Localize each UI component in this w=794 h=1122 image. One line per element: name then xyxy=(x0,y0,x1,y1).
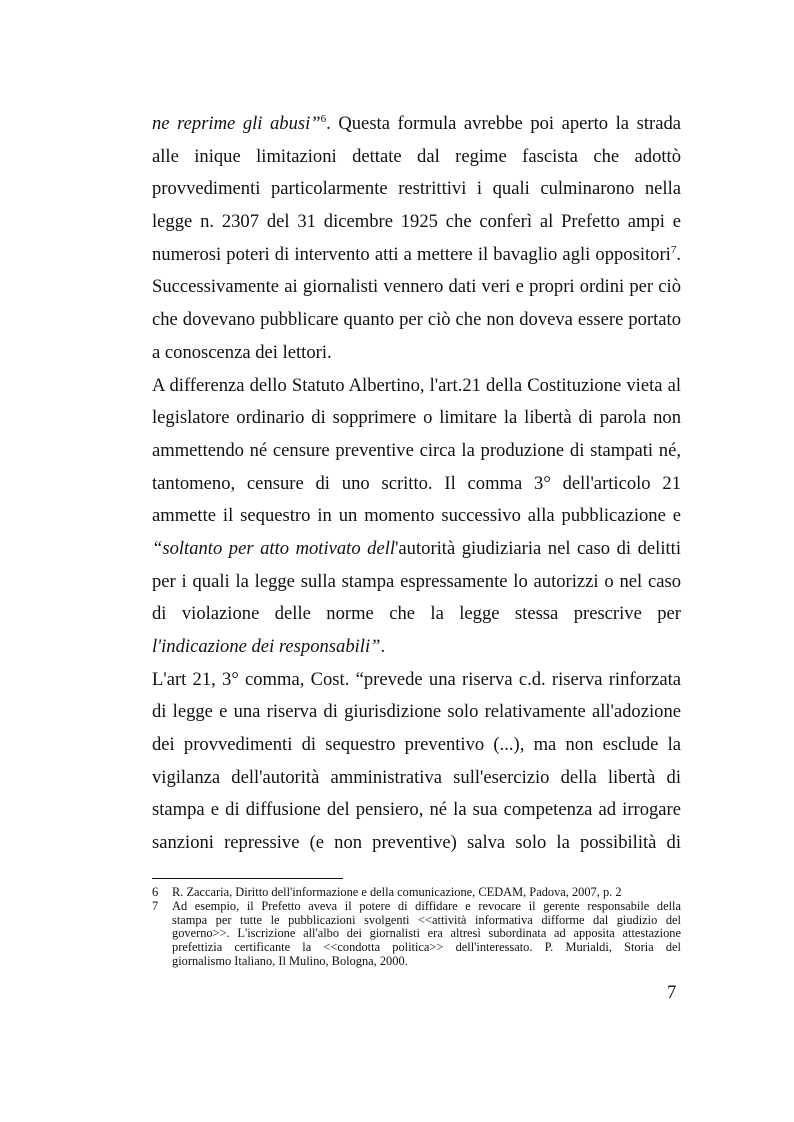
footnote-separator xyxy=(152,878,343,879)
text-line: che dovevano pubblicare quanto per ciò che non doveva essere portato xyxy=(152,309,681,331)
text-line: legislatore ordinario di sopprimere o limitare la libertà di parola non xyxy=(152,407,681,429)
text-line: numerosi poteri di intervento atti a mettere il bavaglio agli oppositori$^7$. xyxy=(152,243,681,265)
footnote-ref-7[interactable]: 7 xyxy=(670,243,677,256)
paragraph xyxy=(152,664,681,860)
text-line: ammette il sequestro in un momento successivo alla pubblicazione e xyxy=(152,505,681,527)
text-line: sanzioni repressive (e non preventive) salva solo la possibilità di xyxy=(152,832,681,854)
text-line: a conoscenza dei lettori. xyxy=(152,341,332,363)
footnote-line: R. Zaccaria, Diritto dell'informazione e della comunicazione, CEDAM, Padova, 2007, p. 2 xyxy=(172,885,622,899)
text-line: ammettendo né censure preventive circa la produzione di stampati né, xyxy=(152,439,681,461)
footnote-line: prefettizia certificante la <<condotta politica>> dell'interessato. P. Murialdi, Storia del xyxy=(172,941,681,955)
paragraph xyxy=(152,108,681,370)
text-line: per i quali la legge sulla stampa espressamente lo autorizzi o nel caso xyxy=(152,570,681,592)
text-line: di violazione delle norme che la legge stessa prescrive per xyxy=(152,603,681,625)
text-line: ne reprime gli abusi”$^6$. Questa formula avrebbe poi aperto la strada xyxy=(152,112,681,134)
text-line: provvedimenti particolarmente restrittivi i quali culminarono nella xyxy=(152,178,681,200)
text-line: vigilanza dell'autorità amministrativa sull'esercizio della libertà di xyxy=(152,766,681,788)
italic-quote: ne reprime gli abusi” xyxy=(152,113,321,134)
text-line: A differenza dello Statuto Albertino, l'art.21 della Costituzione vieta al xyxy=(152,374,681,396)
footnotes xyxy=(152,886,681,969)
footnote-line: stampa per tutte le pubblicazioni svolgenti <<attività informativa difforme dal giudizio del xyxy=(172,913,681,927)
text-line: legge n. 2307 del 31 dicembre 1925 che conferì al Prefetto ampi e xyxy=(152,211,681,233)
body-text xyxy=(152,108,681,860)
italic-quote: l'indicazione dei responsabili” xyxy=(152,636,381,657)
footnote-6 xyxy=(152,886,681,900)
footnote-number: 7 xyxy=(152,898,159,913)
text-line: “soltanto per atto motivato dell'autorità giudiziaria nel caso di delitti xyxy=(152,537,681,559)
footnote-ref-6[interactable]: 6 xyxy=(320,112,327,125)
text-line: stampa e di diffusione del pensiero, né la sua competenza ad irrogare xyxy=(152,799,681,821)
text-line: Successivamente ai giornalisti vennero dati veri e propri ordini per ciò xyxy=(152,276,681,298)
page-number: 7 xyxy=(667,982,677,1003)
text-line: L'art 21, 3° comma, Cost. “prevede una riserva c.d. riserva rinforzata xyxy=(152,668,681,690)
footnote-line: Ad esempio, il Prefetto aveva il potere di diffidare e revocare il gerente responsabile della xyxy=(172,899,681,913)
footnote-line: governo>>. L'iscrizione all'albo dei giornalisti era altresì subordinata ad apposita attestazione xyxy=(172,927,681,941)
paragraph xyxy=(152,370,681,664)
text-line: alle inique limitazioni dettate dal regime fascista che adottò xyxy=(152,145,681,167)
text-line: l'indicazione dei responsabili”. xyxy=(152,636,386,657)
text-line: dei provvedimenti di sequestro preventivo (...), ma non esclude la xyxy=(152,734,681,756)
footnote-7 xyxy=(152,900,681,969)
footnote-line: giornalismo Italiano, Il Mulino, Bologna, 2000. xyxy=(172,953,408,968)
text-line: di legge e una riserva di giurisdizione solo relativamente all'adozione xyxy=(152,701,681,723)
text-line: tantomeno, censure di uno scritto. Il comma 3° dell'articolo 21 xyxy=(152,472,681,494)
footnote-number: 6 xyxy=(152,885,159,899)
italic-quote: “soltanto per atto motivato dell xyxy=(152,537,396,559)
